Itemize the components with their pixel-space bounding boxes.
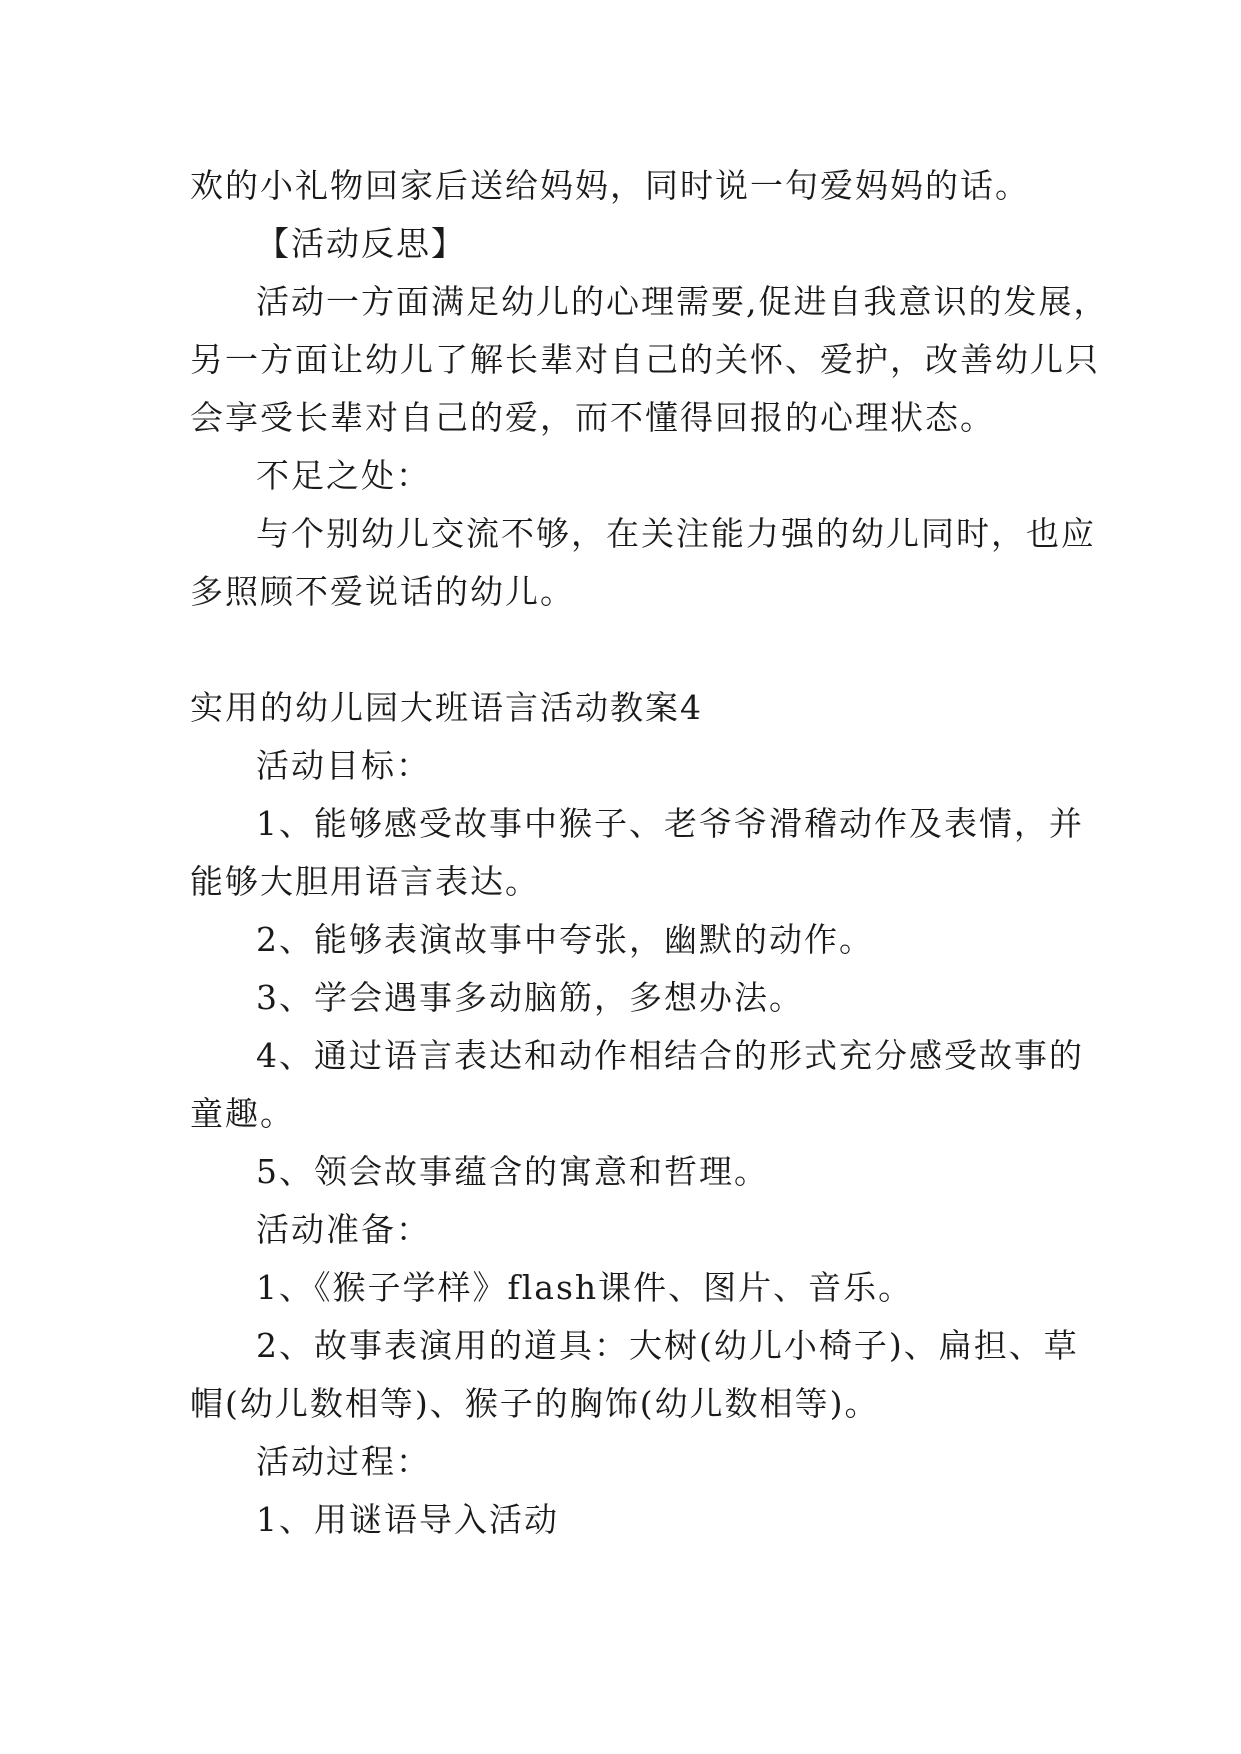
text-line-4: 另一方面让幼儿了解长辈对自己的关怀、爱护，改善幼儿只 — [190, 340, 1100, 379]
text-line-11: 1、能够感受故事中猴子、老爷爷滑稽动作及表情，并 — [256, 804, 1084, 843]
text-line-8: 多照顾不爱说话的幼儿。 — [190, 572, 575, 611]
text-line-17: 5、领会故事蕴含的寓意和哲理。 — [256, 1152, 769, 1191]
text-line-20: 2、故事表演用的道具：大树(幼儿小椅子)、扁担、草 — [256, 1326, 1079, 1365]
subheading-activity-process: 活动过程： — [256, 1442, 431, 1481]
text-line-3: 活动一方面满足幼儿的心理需要,促进自我意识的发展， — [256, 282, 1109, 321]
subheading-activity-preparation: 活动准备： — [256, 1210, 431, 1249]
text-line-21: 帽(幼儿数相等)、猴子的胸饰(幼儿数相等)。 — [190, 1384, 880, 1423]
text-line-15: 4、通过语言表达和动作相结合的形式充分感受故事的 — [256, 1036, 1084, 1075]
text-line-12: 能够大胆用语言表达。 — [190, 862, 540, 901]
text-line-5: 会享受长辈对自己的爱，而不懂得回报的心理状态。 — [190, 398, 995, 437]
text-line-13: 2、能够表演故事中夸张，幽默的动作。 — [256, 920, 874, 959]
text-line-23: 1、用谜语导入活动 — [256, 1500, 559, 1539]
section-heading-activity-reflection: 【活动反思】 — [256, 224, 466, 263]
text-line-16: 童趣。 — [190, 1094, 295, 1133]
subheading-activity-goals: 活动目标： — [256, 746, 431, 785]
article-title: 实用的幼儿园大班语言活动教案4 — [190, 688, 703, 727]
text-line-1: 欢的小礼物回家后送给妈妈，同时说一句爱妈妈的话。 — [190, 166, 1030, 205]
text-line-14: 3、学会遇事多动脑筋，多想办法。 — [256, 978, 804, 1017]
subheading-shortcomings: 不足之处： — [256, 456, 431, 495]
text-line-19: 1、《猴子学样》flash课件、图片、音乐。 — [256, 1268, 914, 1307]
text-line-7: 与个别幼儿交流不够，在关注能力强的幼儿同时，也应 — [256, 514, 1096, 553]
